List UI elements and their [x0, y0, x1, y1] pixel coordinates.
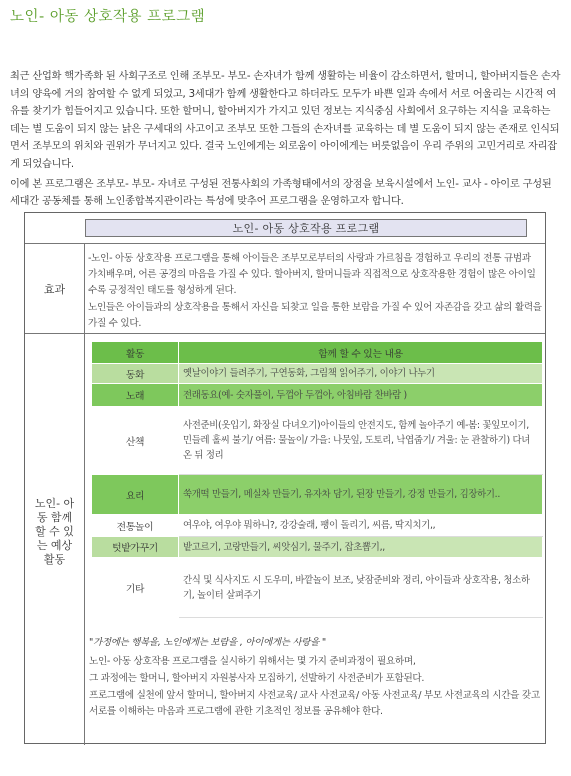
activity-desc: 쑥개떡 만들기, 메실차 만들기, 유자차 담기, 된장 만들기, 강정 만들기, 김장하기..: [179, 475, 543, 515]
intro-text: [10, 68, 562, 211]
program-box: [24, 212, 546, 744]
activity-desc: 간식 및 식사지도 시 도우미, 바깥놀이 보조, 낮잠준비와 정리, 아이들과 상호작용, 청소하기, 놀이터 살펴주기: [179, 558, 543, 618]
activity-name: 텃밭가꾸기: [92, 537, 179, 558]
activity-desc: 사전준비(옷입기, 화장실 다녀오기)아이들의 안전지도, 함께 놀아주기 예-봄: 꽃잎모이기, 민들레 홀씨 불기/ 여름: 물놀이/ 가을: 나뭇잎, 도토리, 낙엽줍기/ 겨울: 눈 관찰하기) 다녀온 뒤 정리: [179, 407, 543, 475]
table-row: [92, 384, 543, 407]
table-row: [92, 407, 543, 475]
activity-desc: 여우야, 여우야 뭐하니?, 강강술래, 팽이 돌리기, 씨름, 딱지치기,,: [179, 515, 543, 537]
activities-table: [91, 341, 543, 618]
activity-name: 산책: [92, 407, 179, 475]
table-row: [92, 537, 543, 558]
activity-name: 전통놀이: [92, 515, 179, 537]
intro-paragraph-2: 이에 본 프로그램은 조부모- 부모- 자녀로 구성된 전통사회의 가족형태에서의 장점을 보육시설에서 노인- 교사 - 아이로 구성된 세대간 공동체를 통해 노인종합복지관이라는 특성에 맞추어 프로그램을 운영하고자 합니다.: [10, 178, 552, 208]
divider: [25, 243, 545, 244]
activity-name: 동화: [92, 364, 179, 384]
activity-name: 요리: [92, 475, 179, 515]
program-box-header: 노인- 아동 상호작용 프로그램: [85, 219, 527, 237]
table-header-row: [92, 342, 543, 364]
table-row: [92, 364, 543, 384]
program-quote: "가정에는 행복을, 노인에게는 보람을 , 아이에게는 사랑을 ": [89, 637, 326, 648]
activity-name: 기타: [92, 558, 179, 618]
table-row: [92, 475, 543, 515]
effect-line: 노인들은 아이들과의 상호작용을 통해서 자신을 되찾고 일을 통한 보람을 가질 수 있어 자존감을 갖고 삶의 활력을 가질 수 있다.: [88, 301, 542, 329]
page-title: 노인- 아동 상호작용 프로그램: [10, 9, 206, 25]
preparation-notes: [89, 654, 545, 721]
activity-desc: 밭고르기, 고랑만들기, 씨앗심기, 물주기, 잡초뽑기,,: [179, 537, 543, 558]
table-header-activity: 활동: [92, 342, 179, 364]
note-line: 노인- 아동 상호작용 프로그램을 실시하기 위해서는 몇 가지 준비과정이 필요하며,: [89, 656, 416, 667]
effect-text: [88, 251, 542, 332]
activities-label: 노인- 아동 함께 할 수 있는 예상활동: [34, 497, 75, 566]
activity-desc: 전래동요(예- 숫자풀이, 두껍아 두껍아, 아침바람 찬바람 ): [179, 384, 543, 407]
effect-line: -노인- 아동 상호작용 프로그램을 통해 아이들은 조부모로부터의 사랑과 가르침을 경험하고 우리의 전통 규범과 가치배우며, 어른 공경의 마음을 가질 수 있다. 할아버지, 할머니들과 직접적으로 상호작용한 경험이 많은 아이일수록 긍정적인 태도를 형성하게 된다.: [88, 253, 536, 297]
table-row: [92, 558, 543, 618]
note-line: 프로그램에 실천에 앞서 할머니, 할아버지 사전교육/ 교사 사전교육/ 아동 사전교육/ 부모 사전교육의 시간을 갖고 서로를 이해하는 마음과 프로그램에 관한 기초적인 정보를 공유해야 한다.: [89, 689, 540, 718]
intro-paragraph-1: 최근 산업화 핵가족화 된 사회구조로 인해 조부모- 부모- 손자녀가 함께 생활하는 비율이 감소하면서, 할머니, 할아버지들은 손자녀의 양육에 거의 참여할 수 없게 되었고, 3세대가 함께 생활한다고 하더라도 모두가 바쁜 일과 속에서 서로 어울리는 시간적 여유를 찾기가 힘들어지고 있습니다. 또한 할머니, 할아버지가 가지고 있던 정보는 지식중심 사회에서 요구하는 지식을 교육하는 데는 별 도움이 되지 않는 낡은 구세대의 사고이고 조부모 또한 그들의 손자녀를 교육하는 데 별 도움이 되지 않는 존재로 인식되면서 조부모의 위치와 권위가 무너지고 있다. 결국 노인에게는 외로움이 아이에게는 버릇없음이 우리 주위의 고민거리로 자리잡게 되었습니다.: [10, 71, 561, 170]
effect-label: 효과: [43, 283, 66, 296]
table-header-content: 함께 할 수 있는 내용: [179, 342, 543, 364]
activity-desc: 옛날이야기 들려주기, 구연동화, 그림책 읽어주기, 이야기 나누기: [179, 364, 543, 384]
note-line: 그 과정에는 할머니, 할아버지 자원봉사자 모집하기, 선발하기 사전준비가 포함된다.: [89, 672, 425, 684]
divider: [84, 243, 85, 745]
activity-name: 노래: [92, 384, 179, 407]
divider: [25, 333, 545, 334]
table-row: [92, 515, 543, 537]
